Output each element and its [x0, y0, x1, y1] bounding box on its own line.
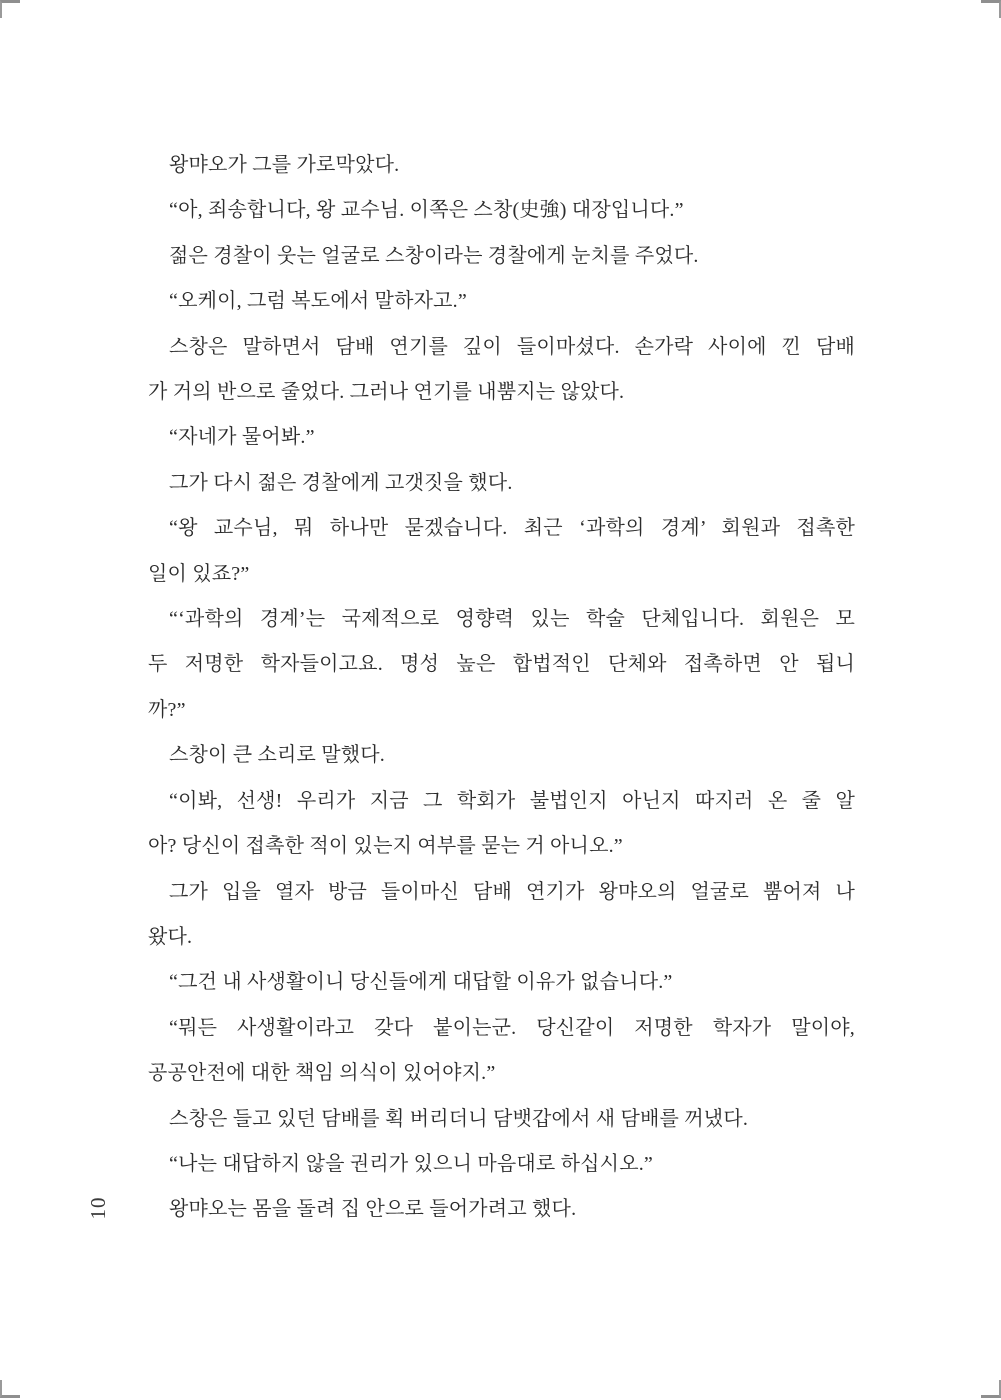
text-line: “뭐든 사생활이라고 갖다 붙이는군. 당신같이 저명한 학자가 말이야, [169, 1016, 855, 1039]
scan-corner-mark-top-left [0, 0, 20, 18]
text-line: “오케이, 그럼 복도에서 말하자고.” [169, 290, 467, 313]
text-line: 까?” [148, 698, 186, 721]
text-line: 일이 있죠?” [148, 562, 250, 585]
text-line: 스창은 말하면서 담배 연기를 깊이 들이마셨다. 손가락 사이에 낀 담배 [169, 335, 855, 358]
text-line: “그건 내 사생활이니 당신들에게 대답할 이유가 없습니다.” [169, 971, 673, 994]
text-line: 그가 입을 열자 방금 들이마신 담배 연기가 왕먀오의 얼굴로 뿜어져 나 [169, 880, 855, 903]
text-line: “아, 죄송합니다, 왕 교수님. 이쪽은 스창(史強) 대장입니다.” [169, 199, 684, 222]
text-line: 왕먀오가 그를 가로막았다. [169, 154, 400, 176]
text-line: “이봐, 선생! 우리가 지금 그 학회가 불법인지 아닌지 따지러 온 줄 알 [169, 789, 855, 812]
text-line: 왕먀오는 몸을 돌려 집 안으로 들어가려고 했다. [169, 1198, 577, 1221]
text-line: 가 거의 반으로 줄었다. 그러나 연기를 내뿜지는 않았다. [148, 381, 625, 404]
text-line: 젊은 경찰이 웃는 얼굴로 스창이라는 경찰에게 눈치를 주었다. [169, 244, 699, 267]
scan-corner-mark-bottom-right [981, 1380, 1001, 1398]
text-line: “자네가 물어봐.” [169, 426, 315, 449]
text-line: “나는 대답하지 않을 권리가 있으니 마음대로 하십시오.” [169, 1152, 653, 1175]
text-line: “‘과학의 경계’는 국제적으로 영향력 있는 학술 단체입니다. 회원은 모 [169, 608, 855, 631]
text-line: 아? 당신이 접촉한 적이 있는지 여부를 묻는 거 아니오.” [148, 835, 623, 858]
text-line: 왔다. [148, 925, 193, 948]
body-text [148, 143, 855, 1233]
page-number: 10 [86, 1196, 110, 1220]
scan-corner-mark-top-right [981, 0, 1001, 18]
text-line: 스창이 큰 소리로 말했다. [169, 744, 385, 767]
text-line: 스창은 들고 있던 담배를 획 버리더니 담뱃갑에서 새 담배를 꺼냈다. [169, 1107, 749, 1130]
scan-corner-mark-bottom-left [0, 1380, 20, 1398]
text-line: 그가 다시 젊은 경찰에게 고갯짓을 했다. [169, 471, 513, 494]
text-line: “왕 교수님, 뭐 하나만 묻겠습니다. 최근 ‘과학의 경계’ 회원과 접촉한 [169, 517, 855, 540]
text-line: 공공안전에 대한 책임 의식이 있어야지.” [148, 1062, 496, 1085]
text-line: 두 저명한 학자들이고요. 명성 높은 합법적인 단체와 접촉하면 안 됩니 [148, 653, 855, 676]
